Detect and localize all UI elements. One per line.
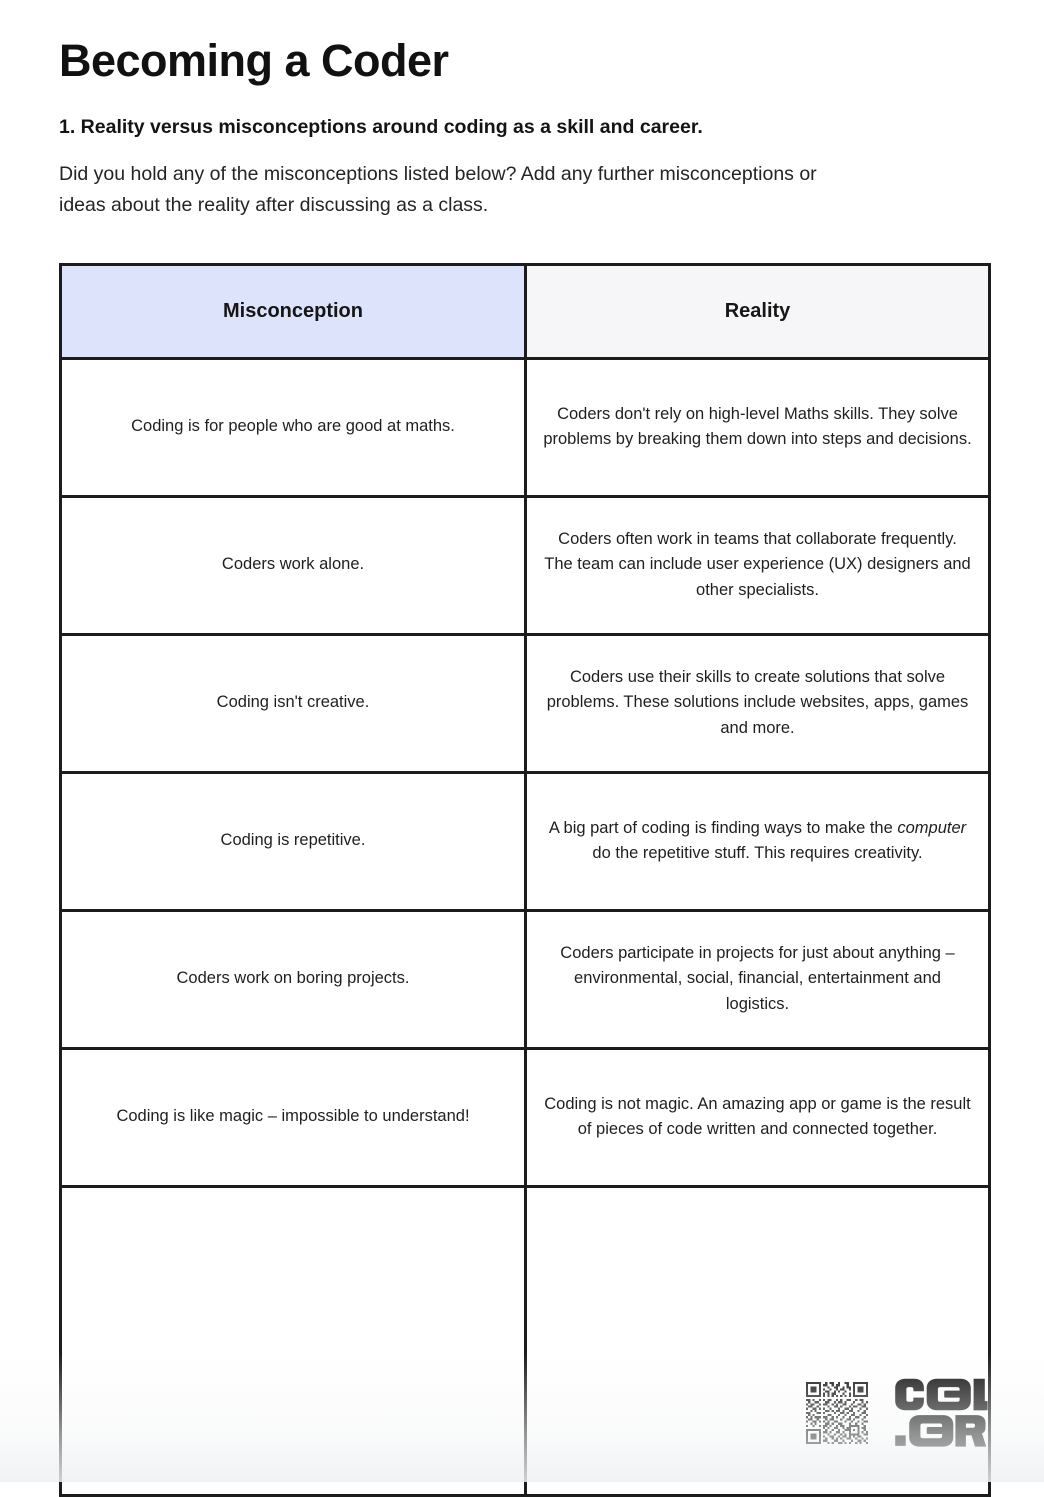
cool-org-logo	[892, 1378, 988, 1448]
reality-text: Coding is not magic. An amazing app or game is the result of pieces of code written and connected together.	[544, 1094, 971, 1139]
misconception-text: Coding isn't creative.	[216, 693, 370, 712]
cell-reality[interactable]	[526, 496, 990, 634]
cell-misconception[interactable]	[61, 496, 526, 634]
misconception-text: Coding is like magic – impossible to understand!	[116, 1107, 470, 1126]
cell-misconception[interactable]	[61, 634, 526, 772]
table-row	[61, 496, 990, 634]
reality-text	[543, 816, 972, 867]
intro-paragraph: Did you hold any of the misconceptions listed below? Add any further misconceptions or ideas about the reality after discussing as a class.	[59, 162, 817, 217]
table-row	[61, 910, 990, 1048]
reality-text: Coders participate in projects for just about anything – environmental, social, financial, entertainment and logistics.	[560, 943, 955, 1014]
reality-text-emphasis: computer	[897, 818, 967, 837]
reality-text: Coders don't rely on high-level Maths skills. They solve problems by breaking them down into steps and decisions.	[543, 404, 972, 449]
table-row	[61, 1048, 990, 1186]
table-row	[61, 358, 990, 496]
cell-reality[interactable]	[526, 772, 990, 910]
cell-misconception[interactable]	[61, 358, 526, 496]
column-header-reality: Reality	[526, 264, 990, 358]
qr-code-icon	[806, 1382, 868, 1444]
cell-misconception[interactable]	[61, 910, 526, 1048]
misconception-reality-table	[59, 263, 991, 1497]
cell-reality[interactable]	[526, 634, 990, 772]
reality-text: Coders often work in teams that collaborate frequently. The team can include user experience (UX) designers and other specialists.	[544, 529, 971, 600]
page-title: Becoming a Coder	[59, 35, 449, 86]
section-heading: 1. Reality versus misconceptions around coding as a skill and career.	[59, 116, 703, 139]
cell-reality[interactable]	[526, 910, 990, 1048]
table-header-row	[61, 264, 990, 358]
table-row	[61, 634, 990, 772]
misconception-text: Coding is for people who are good at maths.	[131, 417, 455, 436]
misconception-text: Coding is repetitive.	[220, 831, 366, 850]
table-body	[61, 358, 990, 1495]
brand-block	[806, 1378, 988, 1448]
cell-misconception[interactable]	[61, 1048, 526, 1186]
reality-text-before: A big part of coding is finding ways to make the	[548, 818, 898, 837]
page-footer	[59, 1366, 988, 1458]
page-content	[59, 0, 988, 1497]
column-header-misconception: Misconception	[61, 264, 526, 358]
misconception-text: Coders work alone.	[221, 555, 365, 574]
table-row	[61, 772, 990, 910]
cell-reality[interactable]	[526, 358, 990, 496]
cell-reality[interactable]	[526, 1048, 990, 1186]
cell-misconception[interactable]	[61, 772, 526, 910]
misconception-text: Coders work on boring projects.	[176, 969, 410, 988]
reality-text: Coders use their skills to create solutions that solve problems. These solutions include websites, apps, games and more.	[546, 667, 969, 738]
reality-text-after: do the repetitive stuff. This requires creativity.	[592, 844, 923, 863]
